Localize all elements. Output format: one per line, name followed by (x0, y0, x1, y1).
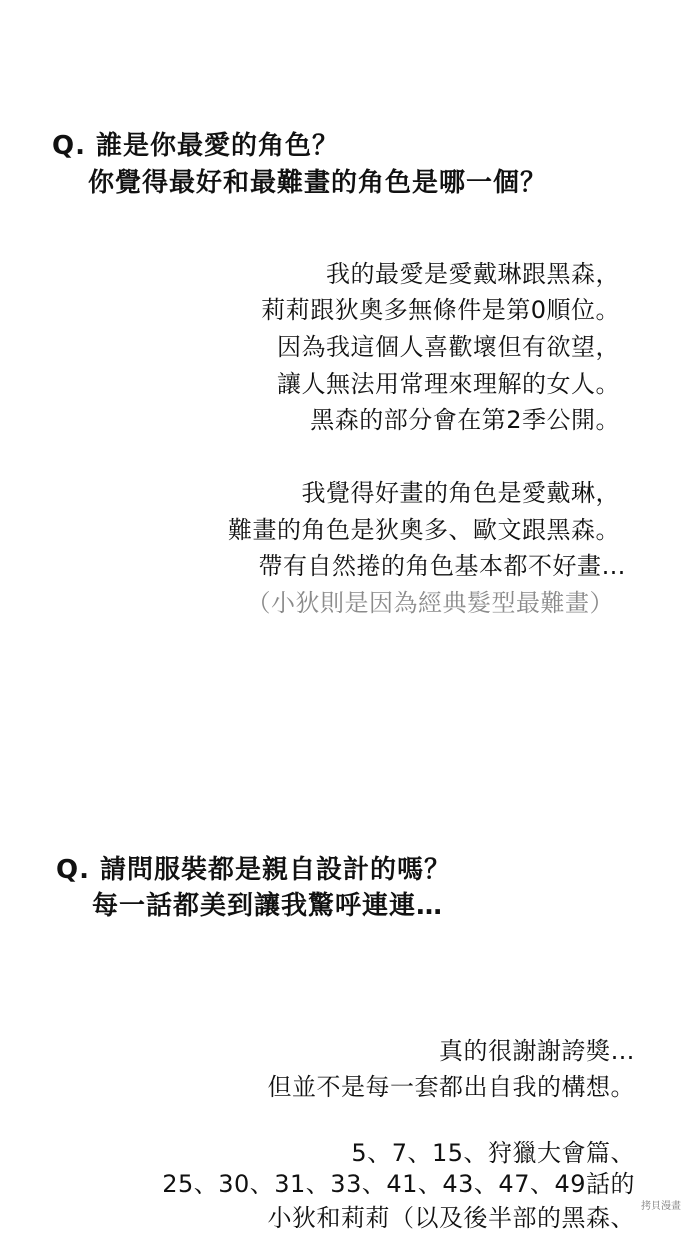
answer-2-line-3: 5、7、15、狩獵大會篇、 (351, 1139, 635, 1167)
watermark: 拷貝漫畫 (638, 1196, 684, 1213)
answer-1-line-8: 帶有自然捲的角色基本都不好畫… (258, 552, 626, 580)
answer-1-line-5: 黑森的部分會在第2季公開。 (310, 406, 620, 434)
answer-2-line-2: 但並不是每一套都出自我的構想。 (267, 1073, 635, 1101)
answer-1-line-7: 難畫的角色是狄奧多、歐文跟黑森。 (228, 516, 620, 544)
answer-1-line-2: 莉莉跟狄奧多無條件是第0順位。 (261, 296, 620, 324)
answer-1-line-1: 我的最愛是愛戴琳跟黑森， (326, 260, 620, 288)
question-2-line-2: 每一話都美到讓我驚呼連連… (92, 891, 444, 921)
answer-1-note: （小狄則是因為經典髮型最難畫） (246, 589, 614, 617)
answer-2-line-5: 小狄和莉莉（以及後半部的黑森、 (267, 1204, 635, 1232)
answer-1-line-6: 我覺得好畫的角色是愛戴琳， (301, 479, 620, 507)
question-1-line-1: Q. 誰是你最愛的角色？ (52, 131, 340, 161)
answer-1-line-4: 讓人無法用常理來理解的女人。 (277, 370, 620, 398)
question-1-line-2: 你覺得最好和最難畫的角色是哪一個？ (88, 168, 548, 198)
question-2-line-1: Q. 請問服裝都是親自設計的嗎？ (56, 855, 452, 885)
answer-2-line-1: 真的很謝謝誇獎… (439, 1037, 635, 1065)
answer-2-line-4: 25、30、31、33、41、43、47、49話的 (162, 1170, 635, 1198)
answer-1-line-3: 因為我這個人喜歡壞但有欲望， (277, 333, 620, 361)
